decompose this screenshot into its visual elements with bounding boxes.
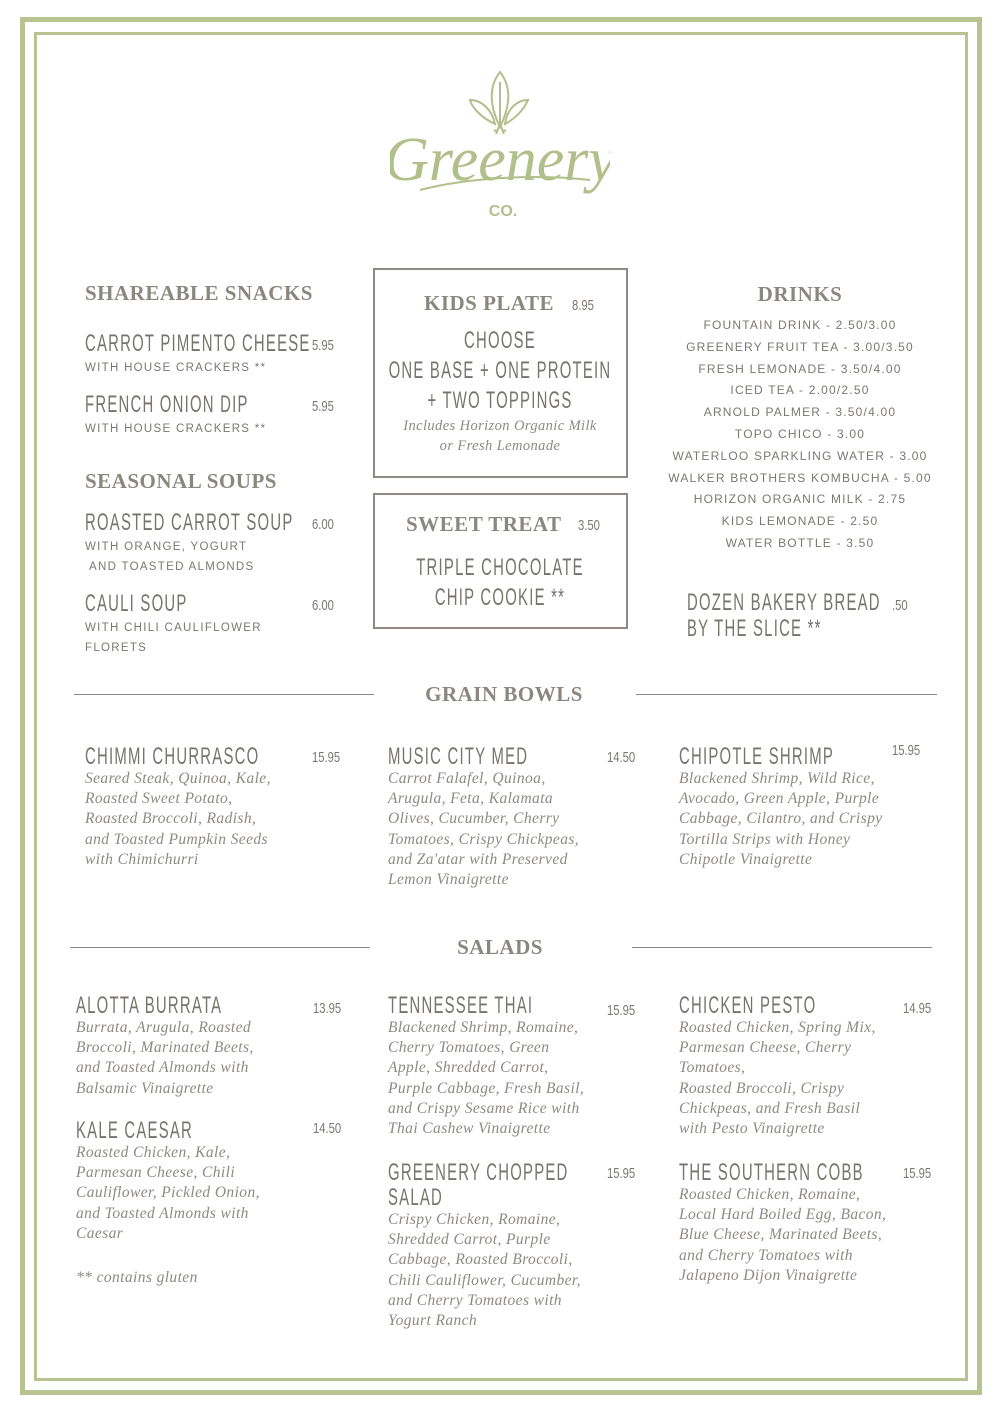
menu-item-description: Roasted Chicken, Kale, (76, 1144, 231, 1161)
menu-item-description: Caesar (76, 1224, 124, 1242)
divider (636, 694, 937, 695)
menu-item-description: Chili Cauliflower, Cucumber, (388, 1271, 581, 1289)
drink-item: HORIZON ORGANIC MILK - 2.75 (693, 492, 907, 507)
sweet-treat-item: TRIPLE CHOCOLATE (416, 554, 584, 581)
menu-item-description: Apple, Shredded Carrot, (388, 1059, 549, 1077)
menu-item-description: Burrata, Arugula, Roasted (76, 1019, 252, 1036)
menu-item-price: 15.95 (607, 1165, 636, 1182)
menu-item-name: THE SOUTHERN COBB (679, 1159, 864, 1186)
menu-item-description: Parmesan Cheese, Chili (76, 1164, 236, 1182)
menu-item-name: MUSIC CITY MED (388, 743, 529, 770)
drink-item: GREENERY FRUIT TEA - 3.00/3.50 (686, 339, 914, 354)
section-title-soups: SEASONAL SOUPS (85, 469, 277, 493)
menu-item-description: and Cherry Tomatoes with (679, 1246, 853, 1264)
logo (390, 62, 610, 222)
item-price: 5.95 (312, 398, 334, 415)
menu-item-name: CHIPOTLE SHRIMP (679, 743, 835, 770)
menu-item-description: Cabbage, Roasted Broccoli, (388, 1251, 573, 1269)
leafy-greens-bunch-icon (390, 62, 610, 222)
drink-item: WATER BOTTLE - 3.50 (725, 536, 875, 550)
menu-item-name: TENNESSEE THAI (388, 992, 534, 1019)
menu-item-description: Blackened Shrimp, Romaine, (388, 1019, 579, 1036)
menu-item-price: 14.50 (313, 1120, 342, 1137)
menu-item-name: GREENERY CHOPPED (388, 1159, 569, 1186)
menu-item-description: Yogurt Ranch (388, 1312, 478, 1329)
section-title-drinks: DRINKS (757, 282, 843, 306)
item-name: FRENCH ONION DIP (85, 391, 249, 418)
menu-item-name: ALOTTA BURRATA (76, 992, 223, 1019)
menu-item-description: and Crispy Sesame Rice with (388, 1099, 580, 1117)
menu-item-price: 14.50 (607, 749, 636, 766)
menu-item-description: Tomatoes, Crispy Chickpeas, (388, 830, 580, 848)
menu-item-description: with Pesto Vinaigrette (679, 1120, 825, 1137)
sweet-treat-price: 3.50 (578, 517, 600, 534)
menu-item-description: Parmesan Cheese, Cherry (679, 1039, 852, 1057)
menu-item-description: Carrot Falafel, Quinoa, (388, 770, 546, 787)
menu-item-price: 14.95 (903, 1000, 932, 1017)
item-subtitle: WITH CHILI CAULIFLOWER (85, 622, 262, 634)
menu-item-description: Roasted Chicken, Romaine, (679, 1186, 861, 1203)
item-price: 6.00 (312, 597, 334, 614)
menu-item-description: Cherry Tomatoes, Green (388, 1039, 550, 1057)
item-name: CARROT PIMENTO CHEESE (85, 330, 311, 357)
svg-text:CO.: CO. (488, 203, 518, 220)
drink-item: ARNOLD PALMER - 3.50/4.00 (703, 405, 897, 420)
menu-item-price: 15.95 (607, 1002, 636, 1019)
item-name: ROASTED CARROT SOUP (85, 509, 294, 536)
item-subtitle: FLORETS (85, 642, 148, 654)
menu-item-description: Blue Cheese, Marinated Beets, (679, 1226, 883, 1244)
menu-item-description: Shredded Carrot, Purple (388, 1231, 551, 1249)
menu-item-description: Thai Cashew Vinaigrette (388, 1120, 551, 1137)
drink-item: FRESH LEMONADE - 3.50/4.00 (698, 361, 902, 376)
section-title-grain-bowls: GRAIN BOWLS (425, 682, 583, 706)
bread-item-name: BY THE SLICE ** (687, 615, 822, 642)
item-name: CAULI SOUP (85, 590, 188, 617)
menu-item-name: KALE CAESAR (76, 1117, 194, 1144)
menu-item-description: Jalapeno Dijon Vinaigrette (679, 1266, 858, 1284)
kids-plate-note: Includes Horizon Organic Milk (403, 418, 597, 434)
drink-item: WALKER BROTHERS KOMBUCHA - 5.00 (668, 470, 932, 485)
drink-item: TOPO CHICO - 3.00 (734, 427, 866, 441)
drink-item: FOUNTAIN DRINK - 2.50/3.00 (703, 318, 897, 332)
gluten-note: ** contains gluten (76, 1269, 198, 1286)
menu-item-description: and Toasted Almonds with (76, 1204, 249, 1222)
menu-item-description: Blackened Shrimp, Wild Rice, (679, 770, 875, 787)
menu-item-description: Lemon Vinaigrette (388, 871, 509, 888)
section-title-snacks: SHAREABLE SNACKS (85, 281, 313, 305)
menu-item-description: and Toasted Almonds with (76, 1059, 249, 1077)
kids-plate-option: + TWO TOPPINGS (427, 387, 573, 414)
menu-item-name: CHIMMI CHURRASCO (85, 743, 260, 770)
item-subtitle: WITH HOUSE CRACKERS ** (85, 362, 267, 374)
menu-item-description: Tortilla Strips with Honey (679, 830, 851, 848)
menu-item-description: Cauliflower, Pickled Onion, (76, 1184, 260, 1202)
divider (632, 947, 932, 948)
menu-item-price: 13.95 (313, 1000, 342, 1017)
menu-item-description: Cabbage, Cilantro, and Crispy (679, 810, 883, 828)
menu-item-description: Arugula, Feta, Kalamata (388, 790, 554, 808)
menu-item-description: Roasted Broccoli, Crispy (679, 1079, 845, 1097)
menu-item-description: Broccoli, Marinated Beets, (76, 1039, 254, 1057)
menu-item-description: and Toasted Pumpkin Seeds (85, 830, 268, 848)
divider (74, 694, 374, 695)
menu-item-description: Roasted Sweet Potato, (85, 790, 233, 808)
menu-item-description: and Cherry Tomatoes with (388, 1291, 562, 1309)
menu-item-price: 15.95 (903, 1165, 932, 1182)
drink-item: ICED TEA - 2.00/2.50 (730, 383, 870, 398)
drink-item: WATERLOO SPARKLING WATER - 3.00 (672, 448, 928, 463)
item-subtitle: AND TOASTED ALMONDS (89, 561, 255, 573)
menu-item-description: and Za'atar with Preserved (388, 850, 568, 868)
menu-item-name: SALAD (388, 1184, 443, 1211)
sweet-treat-title: SWEET TREAT (406, 512, 562, 536)
menu-item-description: Balsamic Vinaigrette (76, 1079, 214, 1097)
menu-item-description: Crispy Chicken, Romaine, (388, 1211, 561, 1228)
menu-item-description: Chipotle Vinaigrette (679, 850, 813, 868)
section-title-salads: SALADS (457, 935, 543, 959)
kids-plate-note: or Fresh Lemonade (439, 438, 561, 454)
sweet-treat-item: CHIP COOKIE ** (434, 584, 566, 611)
menu-item-description: Seared Steak, Quinoa, Kale, (85, 770, 271, 787)
divider (70, 947, 370, 948)
menu-item-description: with Chimichurri (85, 850, 199, 868)
item-price: 5.95 (312, 337, 334, 354)
kids-plate-price: 8.95 (572, 297, 594, 314)
menu-item-price: 15.95 (892, 742, 921, 759)
bread-item-price: .50 (892, 597, 908, 614)
kids-plate-title: KIDS PLATE (424, 291, 555, 315)
menu-item-description: Olives, Cucumber, Cherry (388, 810, 560, 828)
menu-item-description: Avocado, Green Apple, Purple (679, 790, 880, 808)
drink-item: KIDS LEMONADE - 2.50 (721, 514, 879, 529)
menu-item-price: 15.95 (312, 749, 341, 766)
svg-text:Greenery: Greenery (390, 126, 610, 194)
kids-plate-option: ONE BASE + ONE PROTEIN (388, 357, 612, 384)
menu-item-description: Local Hard Boiled Egg, Bacon, (679, 1206, 887, 1224)
menu-item-description: Roasted Broccoli, Radish, (85, 810, 257, 828)
menu-item-name: CHICKEN PESTO (679, 992, 817, 1019)
menu-item-description: Roasted Chicken, Spring Mix, (679, 1019, 876, 1036)
bread-item-name: DOZEN BAKERY BREAD (687, 589, 881, 616)
item-price: 6.00 (312, 516, 334, 533)
menu-item-description: Chickpeas, and Fresh Basil (679, 1099, 861, 1117)
item-subtitle: WITH HOUSE CRACKERS ** (85, 423, 267, 435)
item-subtitle: WITH ORANGE, YOGURT (85, 541, 248, 553)
menu-item-description: Purple Cabbage, Fresh Basil, (388, 1079, 585, 1097)
kids-plate-option: CHOOSE (464, 327, 536, 354)
menu-item-description: Tomatoes, (679, 1059, 746, 1077)
